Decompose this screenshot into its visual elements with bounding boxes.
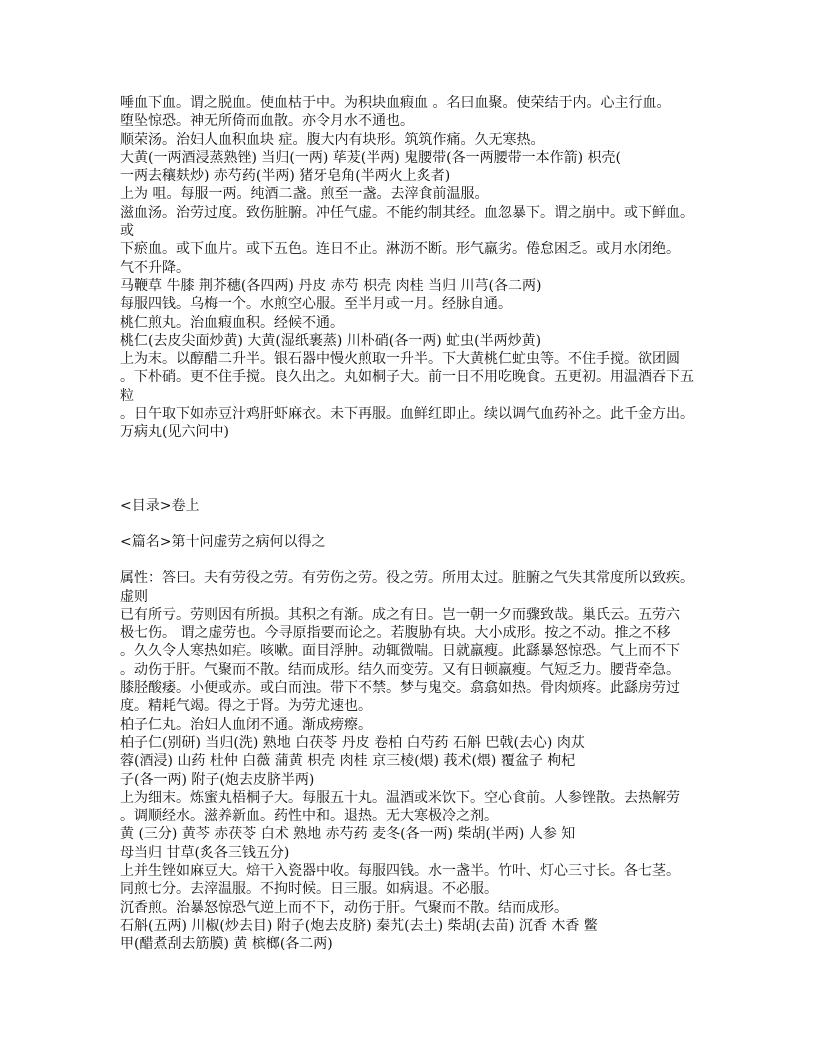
text-line: 大黄(一两酒浸蒸熟锉) 当归(一两) 荜茇(半两) 鬼腰带(各一两腰带一本作箭) 枳壳( bbox=[120, 149, 621, 166]
text-line: 石斛(五两) 川椒(炒去目) 附子(炮去皮脐) 秦艽(去土) 柴胡(去苗) 沉香 木香 鳖 bbox=[120, 917, 598, 934]
text-line: 桃仁(去皮尖面炒黄) 大黄(湿纸裹蒸) 川朴硝(各一两) 虻虫(半两炒黄) bbox=[120, 332, 542, 349]
text-line: 子(各一两) 附子(炮去皮脐半两) bbox=[120, 771, 315, 788]
text-line: 堕坠惊恐。神无所倚而血散。亦令月水不通也。 bbox=[120, 113, 414, 130]
catalog-heading: <目录>卷上 bbox=[120, 497, 200, 514]
text-line: 马鞭草 牛膝 荆芥穗(各四两) 丹皮 赤芍 枳壳 肉桂 当归 川芎(各二两) bbox=[120, 277, 542, 294]
text-block-chapter-body bbox=[120, 569, 720, 953]
text-line: 黄 (三分) 黄芩 赤茯苓 白术 熟地 赤芍药 麦冬(各一两) 柴胡(半两) 人参 知 bbox=[120, 826, 576, 843]
text-line: 粒 bbox=[120, 387, 134, 404]
text-line: 已有所亏。劳则因有所损。其积之有渐。成之有日。岂一朝一夕而骤致哉。巢氏云。五劳六 bbox=[120, 606, 680, 623]
text-line: 度。精耗气竭。得之于肾。为劳尤速也。 bbox=[120, 698, 372, 715]
text-line: 上为末。以醇醋二升半。银石器中慢火煎取一升半。下大黄桃仁虻虫等。不住手搅。欲团圆 bbox=[120, 351, 680, 368]
spacer bbox=[120, 515, 720, 533]
text-line: 滋血汤。治劳过度。致伤脏腑。冲任气虚。不能约制其经。血忽暴下。谓之崩中。或下鲜血。 bbox=[120, 204, 694, 221]
text-line: 上并生锉如麻豆大。焙干入瓷器中收。每服四钱。水一盏半。竹叶、灯心三寸长。各七茎。 bbox=[120, 862, 680, 879]
text-line: 属性：答曰。夫有劳役之劳。有劳伤之劳。役之劳。所用太过。脏腑之气失其常度所以致疾。 bbox=[120, 570, 694, 587]
text-line: 母当归 甘草(炙各三钱五分) bbox=[120, 844, 290, 861]
text-line: 或 bbox=[120, 223, 134, 240]
text-line: 唾血下血。谓之脱血。使血枯于中。为积块血瘕血 。名曰血聚。使荣结于内。心主行血。 bbox=[120, 95, 671, 111]
text-line: 沉香煎。治暴怒惊恐气逆上而不下，动伤于肝。气聚而不散。结而成形。 bbox=[120, 899, 568, 916]
text-line: 蓉(酒浸) 山药 杜仲 白薇 蒲黄 枳壳 肉桂 京三棱(煨) 莪术(煨) 覆盆子 枸杞 bbox=[120, 753, 576, 770]
text-line: 。日午取下如赤豆汁鸡肝虾麻衣。未下再服。血鲜红即止。续以调气血药补之。此千金方出。 bbox=[120, 406, 694, 423]
text-line: 膝胫酸痿。小便或赤。或白而浊。带下不禁。梦与鬼交。翕翕如热。骨肉烦疼。此繇房劳过 bbox=[120, 680, 680, 697]
text-line: 。久久令人寒热如疟。咳嗽。面目浮肿。动辄微喘。日就羸瘦。此繇暴怒惊恐。气上而不下 bbox=[120, 643, 680, 660]
text-line: 甲(醋煮刮去筋膜) 黄 槟榔(各二两) bbox=[120, 936, 333, 953]
spacer bbox=[120, 551, 720, 569]
text-line: 上为细末。炼蜜丸梧桐子大。每服五十丸。温酒或米饮下。空心食前。人参锉散。去热解劳 bbox=[120, 789, 680, 806]
text-line: 顺荣汤。治妇人血积血块 症。腹大内有块形。筑筑作痛。久无寒热。 bbox=[120, 131, 545, 148]
text-line: 气不升降。 bbox=[120, 259, 190, 276]
text-line: 柏子仁丸。治妇人血闭不通。渐成痨瘵。 bbox=[120, 716, 372, 733]
document-page bbox=[120, 94, 720, 953]
text-line: 柏子仁(别研) 当归(洗) 熟地 白茯苓 丹皮 卷柏 白芍药 石斛 巴戟(去心) 肉苁 bbox=[120, 734, 585, 751]
spacer bbox=[120, 442, 720, 497]
text-line: 同煎七分。去滓温服。不拘时候。日三服。如病退。不必服。 bbox=[120, 881, 498, 898]
text-line: 。动伤于肝。气聚而不散。结而成形。结久而变劳。又有日顿羸瘦。气短乏力。腰背牵急。 bbox=[120, 661, 680, 678]
text-line: 下瘀血。或下血片。或下五色。连日不止。淋沥不断。形气羸劣。倦怠困乏。或月水闭绝。 bbox=[120, 241, 680, 258]
text-block-prescriptions-1 bbox=[120, 94, 720, 442]
chapter-heading: <篇名>第十问虚劳之病何以得之 bbox=[120, 533, 326, 550]
text-line: 万病丸(见六问中) bbox=[120, 424, 229, 441]
text-line: 上为 咀。每服一两。纯酒二盏。煎至一盏。去滓食前温服。 bbox=[120, 186, 489, 203]
text-line: 每服四钱。乌梅一个。水煎空心服。至半月或一月。经脉自通。 bbox=[120, 296, 512, 313]
text-line: 极七伤。 谓之虚劳也。今寻原指要而论之。若腹胁有块。大小成形。按之不动。推之不移 bbox=[120, 625, 671, 642]
text-line: 。下朴硝。更不住手搅。良久出之。丸如桐子大。前一日不用吃晚食。五更初。用温酒吞下五 bbox=[120, 369, 694, 386]
text-line: 一两去穰麸炒) 赤芍药(半两) 猪牙皂角(半两火上炙者) bbox=[120, 168, 451, 185]
text-line: 。调顺经水。滋养新血。药性中和。退热。无大寒极冷之剂。 bbox=[120, 808, 498, 825]
text-line: 虚则 bbox=[120, 588, 148, 605]
text-line: 桃仁煎丸。治血瘕血积。经候不通。 bbox=[120, 314, 344, 331]
